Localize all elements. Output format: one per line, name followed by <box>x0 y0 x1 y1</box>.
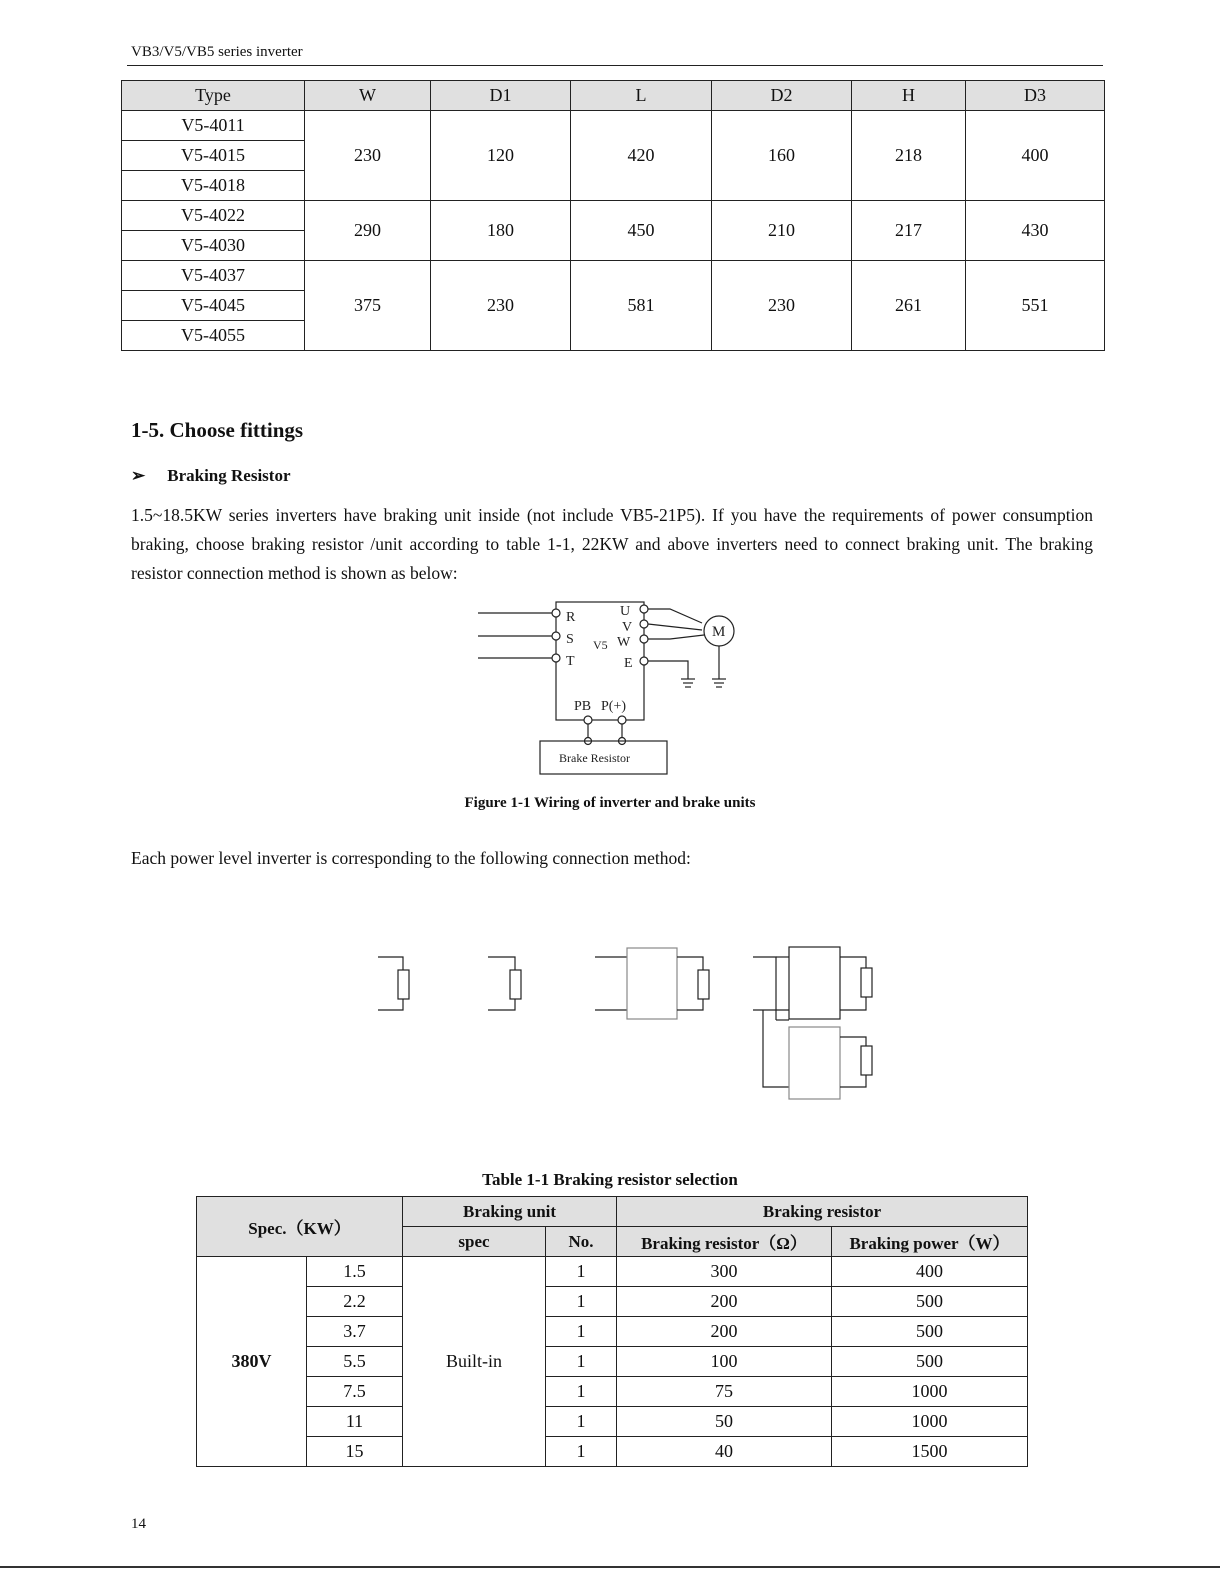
braking-resistor-table <box>196 1196 1028 1467</box>
table-row <box>197 1437 1028 1467</box>
ohm-cell: 40 <box>617 1437 832 1467</box>
value-cell: 180 <box>431 201 571 261</box>
header-type: Type <box>122 81 305 111</box>
type-cell: V5-4022 <box>122 201 305 231</box>
header-d1: D1 <box>431 81 571 111</box>
value-cell: 218 <box>852 111 966 201</box>
bullet-arrow-icon: ➢ <box>131 466 146 485</box>
power-cell: 400 <box>832 1257 1028 1287</box>
table-row <box>197 1317 1028 1347</box>
terminal-s-label: S <box>566 632 574 647</box>
connection-method-2 <box>488 957 521 1010</box>
subheader-power: Braking power（W） <box>832 1227 1028 1257</box>
terminal-pb-label: PB <box>574 699 592 714</box>
value-cell: 420 <box>571 111 712 201</box>
no-cell: 1 <box>546 1257 617 1287</box>
no-cell: 1 <box>546 1347 617 1377</box>
value-cell: 290 <box>305 201 431 261</box>
subheader-no: No. <box>546 1227 617 1257</box>
kw-cell: 11 <box>307 1407 403 1437</box>
terminal-r-label: R <box>566 610 576 625</box>
value-cell: 230 <box>712 261 852 351</box>
header-braking-unit: Braking unit <box>403 1197 617 1227</box>
page-number: 14 <box>131 1516 146 1532</box>
header-w: W <box>305 81 431 111</box>
terminal-u-label: U <box>620 604 631 619</box>
header-l: L <box>571 81 712 111</box>
subheader-spec: spec <box>403 1227 546 1257</box>
power-cell: 500 <box>832 1347 1028 1377</box>
power-cell: 1000 <box>832 1407 1028 1437</box>
table-row <box>197 1377 1028 1407</box>
bullet-label: Braking Resistor <box>167 466 291 485</box>
dimension-table <box>121 80 1105 351</box>
header-rule <box>127 65 1103 66</box>
value-cell: 210 <box>712 201 852 261</box>
type-cell: V5-4015 <box>122 141 305 171</box>
running-header: VB3/V5/VB5 series inverter <box>131 44 303 60</box>
value-cell: 120 <box>431 111 571 201</box>
header-h: H <box>852 81 966 111</box>
body-paragraph-2: Each power level inverter is corresponding to the following connection method: <box>131 848 691 868</box>
table-row <box>197 1257 1028 1287</box>
kw-cell: 2.2 <box>307 1287 403 1317</box>
table-caption: Table 1-1 Braking resistor selection <box>482 1170 738 1189</box>
table-row <box>197 1287 1028 1317</box>
value-cell: 375 <box>305 261 431 351</box>
bullet-heading <box>131 466 291 486</box>
table-row <box>122 261 1105 291</box>
connection-method-4 <box>753 947 872 1099</box>
table-row <box>197 1407 1028 1437</box>
value-cell: 230 <box>305 111 431 201</box>
type-cell: V5-4055 <box>122 321 305 351</box>
type-cell: V5-4018 <box>122 171 305 201</box>
body-paragraph: 1.5~18.5KW series inverters have braking unit inside (not include VB5-21P5). If you have the requirements of power consumption braking, choose braking resistor /unit according to table 1-1, 22KW and above inverters need to connect braking unit. The braking resistor connection method is shown as below: <box>131 505 1093 583</box>
ohm-cell: 100 <box>617 1347 832 1377</box>
no-cell: 1 <box>546 1407 617 1437</box>
no-cell: 1 <box>546 1317 617 1347</box>
no-cell: 1 <box>546 1377 617 1407</box>
value-cell: 581 <box>571 261 712 351</box>
kw-cell: 5.5 <box>307 1347 403 1377</box>
type-cell: V5-4011 <box>122 111 305 141</box>
dimension-header-row <box>122 81 1105 111</box>
terminal-t-label: T <box>566 654 575 669</box>
table-row <box>122 111 1105 141</box>
section-heading: 1-5. Choose fittings <box>131 418 304 442</box>
connection-method-3 <box>595 948 709 1019</box>
table-row <box>197 1347 1028 1377</box>
value-cell: 160 <box>712 111 852 201</box>
subheader-resistance: Braking resistor（Ω） <box>617 1227 832 1257</box>
header-d3: D3 <box>966 81 1105 111</box>
wiring-diagram <box>470 595 760 780</box>
value-cell: 551 <box>966 261 1105 351</box>
unit-spec-cell: Built-in <box>403 1257 546 1467</box>
value-cell: 230 <box>431 261 571 351</box>
terminal-e-label: E <box>624 656 633 671</box>
connection-methods-diagram <box>370 940 890 1105</box>
terminal-v-label: V <box>622 620 633 635</box>
connection-method-1 <box>378 957 409 1010</box>
motor-label: M <box>712 624 726 640</box>
type-cell: V5-4030 <box>122 231 305 261</box>
value-cell: 400 <box>966 111 1105 201</box>
model-label: V5 <box>593 638 608 652</box>
ohm-cell: 200 <box>617 1287 832 1317</box>
header-spec-kw: Spec.（KW） <box>197 1197 403 1257</box>
figure-caption: Figure 1-1 Wiring of inverter and brake units <box>464 795 756 811</box>
header-braking-resistor: Braking resistor <box>617 1197 1028 1227</box>
ohm-cell: 300 <box>617 1257 832 1287</box>
kw-cell: 1.5 <box>307 1257 403 1287</box>
no-cell: 1 <box>546 1437 617 1467</box>
kw-cell: 3.7 <box>307 1317 403 1347</box>
value-cell: 261 <box>852 261 966 351</box>
type-cell: V5-4037 <box>122 261 305 291</box>
power-cell: 1000 <box>832 1377 1028 1407</box>
header-d2: D2 <box>712 81 852 111</box>
ohm-cell: 50 <box>617 1407 832 1437</box>
power-cell: 1500 <box>832 1437 1028 1467</box>
kw-cell: 7.5 <box>307 1377 403 1407</box>
power-cell: 500 <box>832 1317 1028 1347</box>
value-cell: 430 <box>966 201 1105 261</box>
type-cell: V5-4045 <box>122 291 305 321</box>
brake-header-row-1 <box>197 1197 1028 1227</box>
value-cell: 450 <box>571 201 712 261</box>
ohm-cell: 200 <box>617 1317 832 1347</box>
table-row <box>122 201 1105 231</box>
brake-resistor-label: Brake Resistor <box>559 751 630 765</box>
bottom-rule <box>0 1566 1220 1568</box>
kw-cell: 15 <box>307 1437 403 1467</box>
power-cell: 500 <box>832 1287 1028 1317</box>
value-cell: 217 <box>852 201 966 261</box>
terminal-p-label: P(+) <box>601 699 627 714</box>
no-cell: 1 <box>546 1287 617 1317</box>
ohm-cell: 75 <box>617 1377 832 1407</box>
terminal-w-label: W <box>617 635 631 650</box>
voltage-cell: 380V <box>197 1257 307 1467</box>
